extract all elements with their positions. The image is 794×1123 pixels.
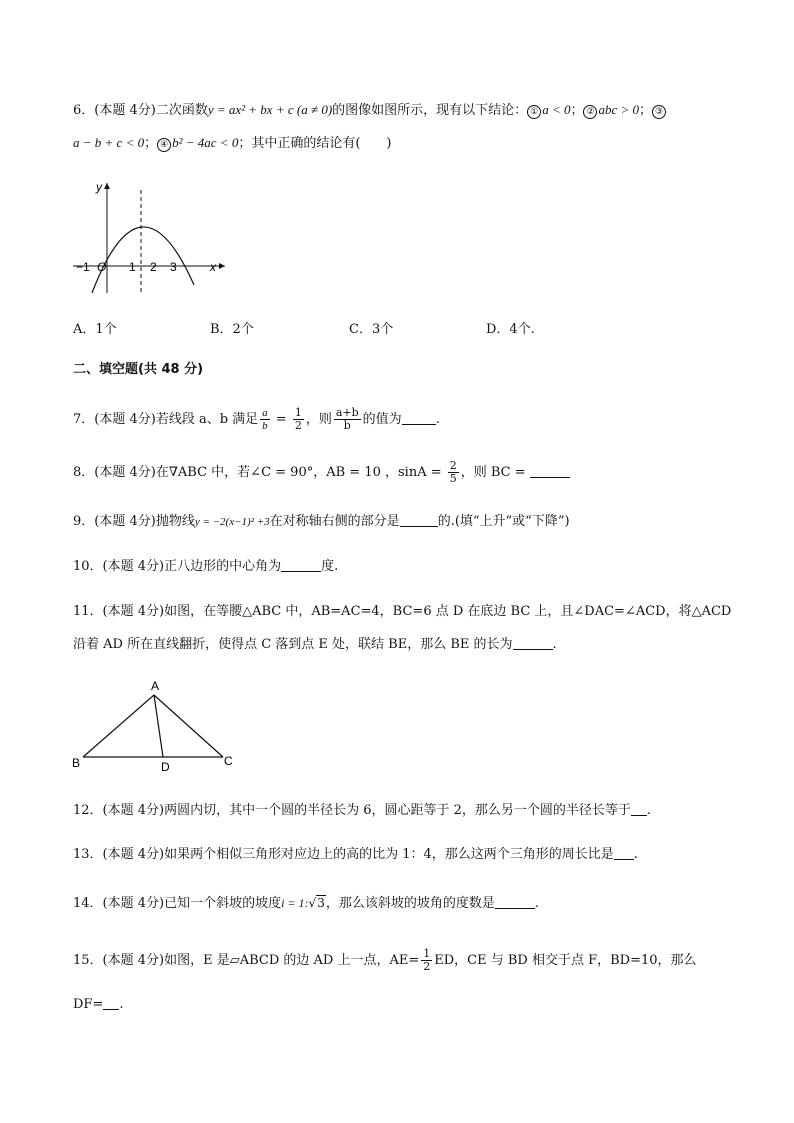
q12-text: 12．(本题 4分)两圆内切，其中一个圆的半径长为 6，圆心距等于 2，那么另一个圆的半径长等于 xyxy=(73,803,631,818)
q6-function: y = ax² + bx + c (a ≠ 0) xyxy=(207,102,333,117)
q6-option-a: A．1个 xyxy=(73,322,117,337)
conclusion-2: abc > 0 xyxy=(598,102,640,117)
q7-end: . xyxy=(435,412,440,427)
q14-line: 14．(本题 4分)已知一个斜坡的坡度i = 1:√3，那么该斜坡的坡角的度数是 . xyxy=(73,896,539,911)
q15-answer-blank xyxy=(103,997,119,1010)
q6-mid: 的图像如图所示，现有以下结论： xyxy=(332,103,528,118)
q15-end: . xyxy=(119,997,124,1012)
q11-line2 xyxy=(73,636,557,654)
graph-tick-2: 2 xyxy=(150,260,157,274)
graph-tick-1: 1 xyxy=(129,260,136,274)
conclusion-1-mark: ① xyxy=(527,105,541,119)
q14-prefix: 14．(本题 4分)已知一个斜坡的坡度 xyxy=(73,896,282,911)
q8-text1: 8．(本题 4分)在∇ABC 中，若 xyxy=(73,465,251,480)
q15-line2-text: DF= xyxy=(73,997,104,1012)
q10-line xyxy=(73,558,338,576)
q15-line2 xyxy=(73,996,123,1014)
vertex-b-label: B xyxy=(72,756,81,770)
graph-origin-label: O xyxy=(97,260,107,274)
q12-line xyxy=(73,802,651,820)
q8-angle: ∠C = 90° xyxy=(250,465,314,480)
q12-end: . xyxy=(646,803,652,818)
q6-option-d: D．4个. xyxy=(486,322,535,337)
q7-equals: = xyxy=(271,412,291,427)
q14-tail: ，那么该斜坡的坡角的度数是 xyxy=(325,896,495,911)
q14-answer-blank xyxy=(495,896,535,909)
q8-text3: ，则 BC = xyxy=(460,465,526,480)
q14-sqrt-value: 3 xyxy=(317,896,325,910)
q11-answer-blank xyxy=(513,637,553,650)
q9-answer-blank xyxy=(400,514,438,527)
q9-end: 的.(填“上升”或“下降”) xyxy=(437,514,570,529)
vertex-c-label: C xyxy=(224,754,233,768)
conclusion-4: b² − 4ac < 0 xyxy=(172,135,239,150)
q7-prefix: 7．(本题 4分)若线段 a、b 满足 xyxy=(73,412,259,427)
q15-line1 xyxy=(73,946,697,976)
section-heading: 二、填空题(共 48 分) xyxy=(73,362,204,377)
q6-prefix: 6．(本题 4分)二次函数 xyxy=(73,103,208,118)
graph-tick-minus1: −1 xyxy=(76,260,90,274)
q7-answer-blank xyxy=(402,412,436,425)
q9-prefix: 9．(本题 4分)抛物线 xyxy=(73,514,195,529)
graph-y-label: y xyxy=(96,180,102,194)
q7-line xyxy=(73,405,440,435)
q14-slope-expr: i = 1: xyxy=(281,896,309,910)
q10-end: 度. xyxy=(321,559,339,574)
vertex-a-label: A xyxy=(151,679,160,693)
q15-text1: 15．(本题 4分)如图，E 是▱ABCD 的边 AD 上一点，AE= xyxy=(73,953,420,968)
conclusion-1: a < 0 xyxy=(542,102,571,117)
q7-fraction-half: $\frac{1}{2}$ xyxy=(294,406,302,432)
conclusion-3-mark: ③ xyxy=(652,105,666,119)
q11-line2-text: 沿着 AD 所在直线翻折，使得点 C 落到点 E 处，联结 BE，那么 BE 的长为 xyxy=(73,637,513,652)
q9-line xyxy=(73,513,570,531)
q7-mid: ，则 xyxy=(305,412,332,427)
q13-text: 13．(本题 4分)如果两个相似三角形对应边上的高的比为 1：4，那么这两个三角形的周长比是 xyxy=(73,847,614,862)
vertex-d-label: D xyxy=(161,760,170,774)
q8-line xyxy=(73,458,570,488)
q14-end: . xyxy=(534,896,539,911)
q7-tail: 的值为 xyxy=(362,412,402,427)
conclusion-2-mark: ② xyxy=(583,105,597,119)
q10-answer-blank xyxy=(281,559,321,572)
q15-fraction: $\frac{1}{2}$ xyxy=(423,947,431,973)
q12-answer-blank xyxy=(631,803,647,816)
q8-answer-blank xyxy=(530,465,570,478)
q13-end: . xyxy=(633,847,638,862)
q11-end: . xyxy=(552,637,557,652)
graph-tick-3: 3 xyxy=(170,260,177,274)
q11-triangle-figure xyxy=(68,675,248,775)
q15-text2: ED，CE 与 BD 相交于点 F，BD=10，那么 xyxy=(434,953,697,968)
conclusion-3: a − b + c < 0 xyxy=(73,135,145,150)
q9-function: y = −2(x−1)² +3 xyxy=(194,516,270,528)
q7-fraction-sum: $\frac{a+b}{b}$ xyxy=(335,406,359,432)
q6-parabola-graph xyxy=(70,175,230,295)
q10-prefix: 10．(本题 4分)正八边形的中心角为 xyxy=(73,559,282,574)
q11-line1: 11．(本题 4分)如图，在等腰△ABC 中，AB=AC=4，BC=6 点 D 在底边 BC 上，且∠DAC=∠ACD，将△ACD xyxy=(73,604,732,619)
q6-line1: 6．(本题 4分)二次函数y = ax² + bx + c (a ≠ 0)的图像如图所示，现有以下结论： ① a < 0； ② abc > 0； ③ xyxy=(73,101,667,120)
q9-tail: 在对称轴右侧的部分是 xyxy=(269,514,400,529)
q8-fraction: $\frac{2}{5}$ xyxy=(449,459,457,485)
q7-fraction-a-over-b: $\frac{a}{b}$ xyxy=(262,407,268,432)
graph-x-label: x xyxy=(210,260,216,274)
q6-option-c: C．3个 xyxy=(349,322,394,337)
q13-line xyxy=(73,846,638,864)
q6-option-b: B．2个 xyxy=(210,322,254,337)
q13-answer-blank xyxy=(614,847,634,860)
conclusion-4-mark: ④ xyxy=(157,138,171,152)
q8-text2: ，AB = 10 ，sinA = xyxy=(313,465,446,480)
q6-line2: a − b + c < 0； ④ b² − 4ac < 0；其中正确的结论有( ) xyxy=(73,135,392,151)
q6-tail: ；其中正确的结论有( ) xyxy=(238,136,392,151)
